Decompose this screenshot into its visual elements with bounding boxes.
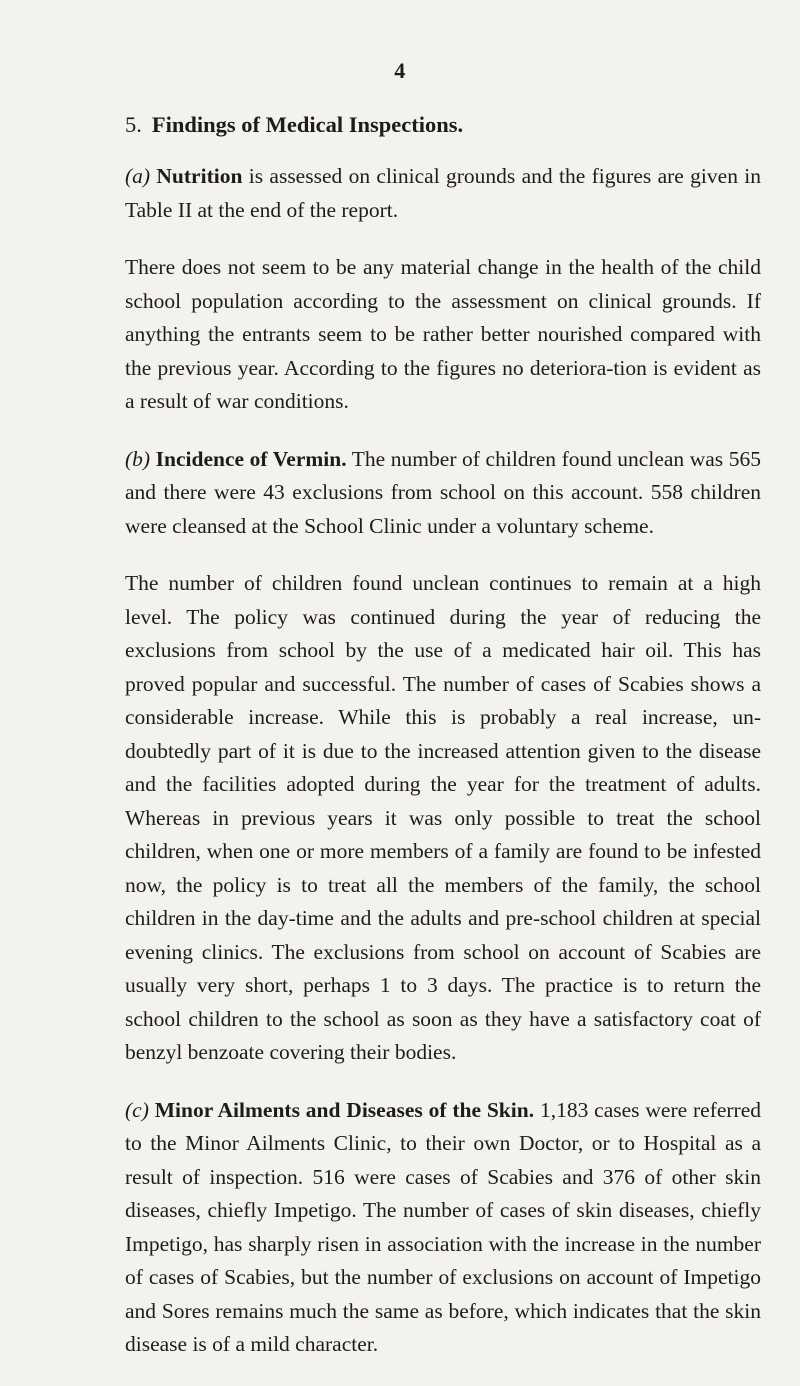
- section-number: 5.: [125, 112, 142, 137]
- body-text: [125, 160, 761, 1386]
- paragraph-health-change: [125, 251, 761, 419]
- paragraph-nutrition: [125, 160, 761, 227]
- paragraph-label: (a): [125, 164, 151, 188]
- paragraph-text: 1,183 cases were referred to the Minor Ailments Clinic, to their own Doctor, or to Hospital as a result of inspection. 516 were cases of Scabies and 376 of other skin diseases, chiefly Impetigo. The number of cases of skin diseases, chiefly Impetigo, has sharply risen in association with the increase in the number of cases of Scabies, but the number of exclusions on account of Impetigo and Sores remains much the same as before, which indicates that the skin disease is of a mild character.: [125, 1097, 762, 1356]
- paragraph-text: The number of children found unclean was 565 and there were 43 exclusions from school on this account. 558 children were cleansed at the School Clinic under a voluntary scheme.: [125, 446, 762, 538]
- paragraph-label: (b): [125, 446, 151, 471]
- paragraph-heading: Minor Ailments and Diseases of the Skin.: [154, 1097, 535, 1122]
- paragraph-text: is assessed on clinical grounds and the figures are given in Table II at the end of the report.: [125, 164, 761, 222]
- page-number: 4: [394, 58, 406, 83]
- paragraph-scabies: [125, 567, 761, 1070]
- section-title: Findings of Medical Inspections.: [151, 112, 464, 137]
- paragraph-vermin: [125, 443, 761, 544]
- paragraph-text: There does not seem to be any material change in the health of the child school population according to the assessment on clinical grounds. If anything the entrants seem to be rather better nourished compared with the previous year. According to the figures no deteriora-tion is evident as a result of war conditions.: [125, 255, 761, 413]
- paragraph-heading: Nutrition: [156, 164, 243, 188]
- section-heading: [125, 112, 463, 138]
- paragraph-label: (c): [125, 1097, 149, 1122]
- paragraph-text: The number of children found unclean continues to remain at a high level. The policy was continued during the year of reducing the exclusions from school by the use of a medicated hair oil. This has proved popular and successful. The number of cases of Scabies shows a considerable increase. While this is probably a real increase, un-doubtedly part of it is due to the increased attention given to the disease and the facilities adopted during the year for the treatment of adults. Whereas in previous years it was only possible to treat the school children, when one or more members of a family are found to be infested now, the policy is to treat all the members of the family, the school children in the day-time and the adults and pre-school children at special evening clinics. The exclusions from school on account of Scabies are usually very short, perhaps 1 to 3 days. The practice is to return the school children to the school as soon as they have a satisfactory coat of benzyl benzoate covering their bodies.: [125, 571, 761, 1064]
- paragraph-skin-diseases: [125, 1094, 761, 1362]
- paragraph-heading: Incidence of Vermin.: [155, 446, 347, 471]
